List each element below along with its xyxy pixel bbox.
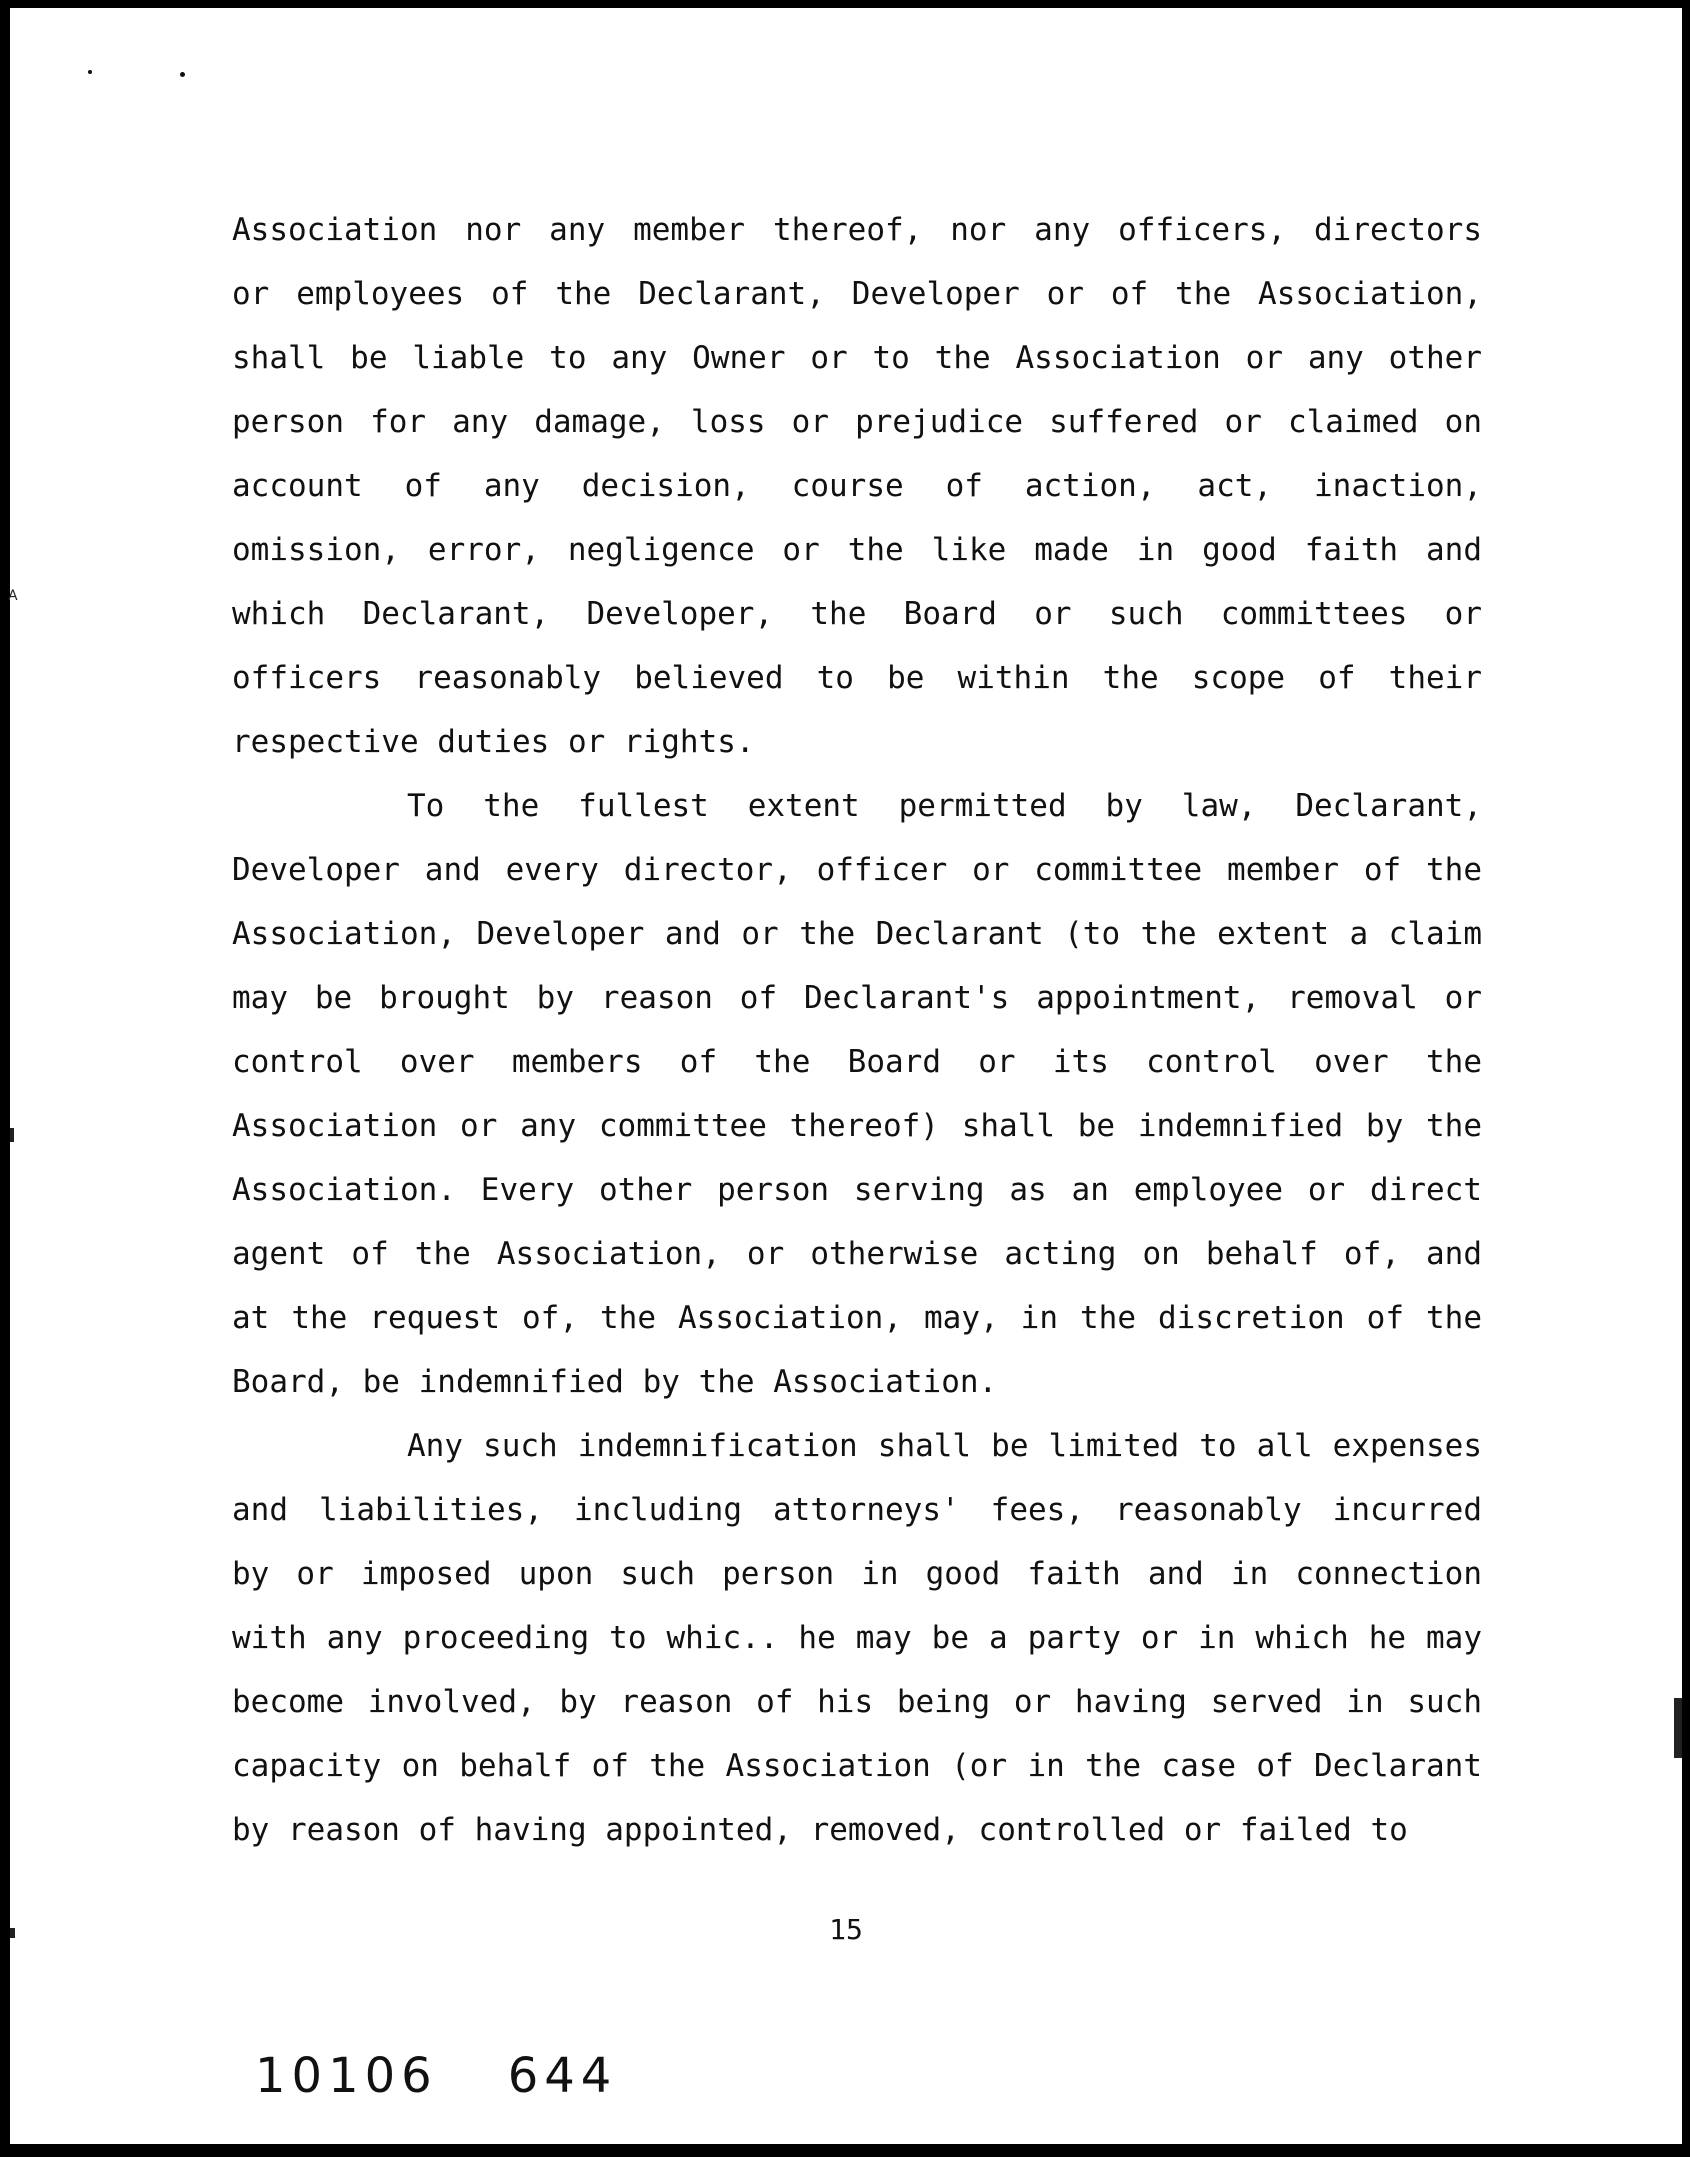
text-line: agent of the Association, or otherwise acting on behalf of, and	[232, 1236, 1482, 1272]
text-line: omission, error, negligence or the like made in good faith and	[232, 532, 1482, 568]
text-line: shall be liable to any Owner or to the Association or any other	[232, 340, 1482, 376]
text-line: or employees of the Declarant, Developer or of the Association,	[232, 276, 1482, 312]
paragraph	[232, 774, 1482, 1414]
text-line: capacity on behalf of the Association (or in the case of Declarant	[232, 1748, 1482, 1784]
text-line: person for any damage, loss or prejudice suffered or claimed on	[232, 404, 1482, 440]
text-line: To the fullest extent permitted by law, Declarant,	[407, 788, 1482, 824]
text-line: by reason of having appointed, removed, controlled or failed to	[232, 1812, 1408, 1848]
text-line: may be brought by reason of Declarant's appointment, removal or	[232, 980, 1482, 1016]
scan-edge-mark	[10, 1128, 14, 1142]
text-line: by or imposed upon such person in good faith and in connection	[232, 1556, 1482, 1592]
stamp-page-number: 644	[507, 2048, 618, 2104]
scan-speck	[88, 70, 92, 74]
text-line: with any proceeding to whic.. he may be a party or in which he may	[232, 1620, 1482, 1656]
document-page	[10, 8, 1682, 2144]
document-body	[232, 198, 1482, 1862]
text-line: Developer and every director, officer or committee member of the	[232, 852, 1482, 888]
text-line: account of any decision, course of action, act, inaction,	[232, 468, 1482, 504]
text-line: Any such indemnification shall be limited to all expenses	[407, 1428, 1482, 1464]
stamp-book-number: 10106	[255, 2048, 438, 2104]
paragraph	[232, 1414, 1482, 1862]
text-line: and liabilities, including attorneys' fees, reasonably incurred	[232, 1492, 1482, 1528]
text-line: Association or any committee thereof) shall be indemnified by the	[232, 1108, 1482, 1144]
text-line: which Declarant, Developer, the Board or such committees or	[232, 596, 1482, 632]
scan-edge-mark	[1674, 1698, 1682, 1758]
text-line: Association. Every other person serving as an employee or direct	[232, 1172, 1482, 1208]
text-line: Association nor any member thereof, nor any officers, directors	[232, 212, 1482, 248]
scan-speck	[180, 72, 185, 77]
text-line: become involved, by reason of his being or having served in such	[232, 1684, 1482, 1720]
page-number: 15	[829, 1913, 863, 1946]
text-line: control over members of the Board or its control over the	[232, 1044, 1482, 1080]
text-line: Board, be indemnified by the Association.	[232, 1364, 998, 1400]
margin-letter: A	[8, 588, 18, 604]
document-stamp	[255, 2048, 617, 2104]
text-line: Association, Developer and or the Declarant (to the extent a claim	[232, 916, 1482, 952]
text-line: officers reasonably believed to be within the scope of their	[232, 660, 1482, 696]
text-line: respective duties or rights.	[232, 724, 755, 760]
paragraph	[232, 198, 1482, 774]
text-line: at the request of, the Association, may, in the discretion of the	[232, 1300, 1482, 1336]
